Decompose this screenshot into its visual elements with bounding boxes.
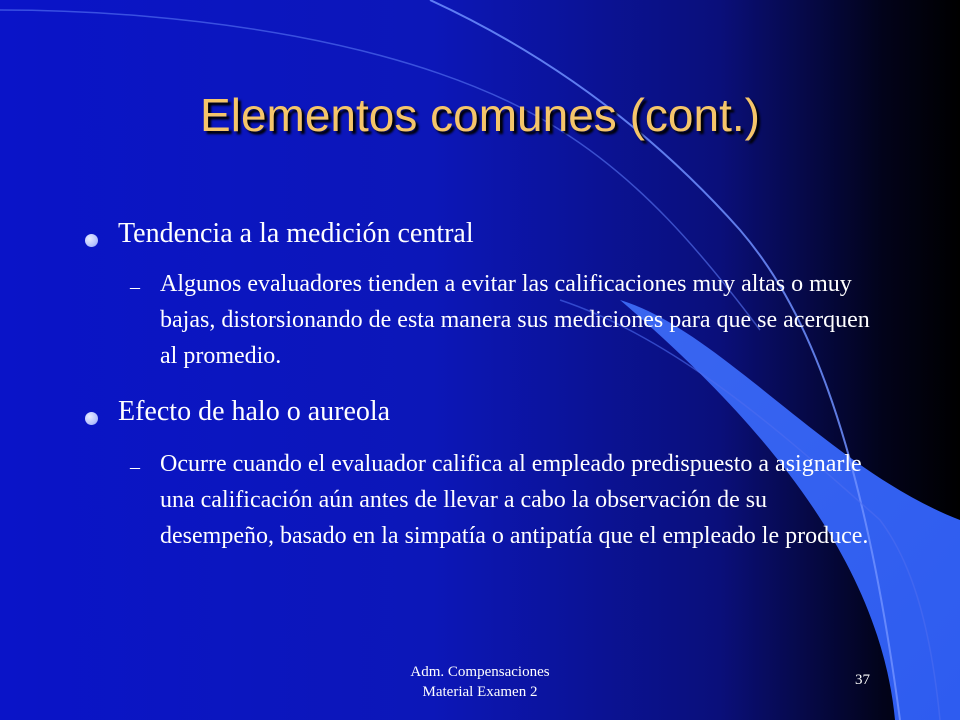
footer: [380, 662, 580, 702]
bullet-icon: [85, 234, 98, 247]
sub-bullet-text: Ocurre cuando el evaluador califica al empleado predispuesto a asignarle una calificación aún antes de llevar a cabo la observación de su desempeño, basado en la simpatía o antipatía que el empleado le produce.: [160, 451, 869, 549]
sub-bullet-text: Algunos evaluadores tienden a evitar las calificaciones muy altas o muy bajas, distorsionando de esta manera sus mediciones para que se acerquen al promedio.: [160, 271, 870, 369]
slide-title: Elementos comunes (cont.): [200, 89, 760, 141]
footer-line-1: Adm. Compensaciones: [410, 664, 550, 680]
dash-icon: –: [130, 276, 140, 298]
footer-line-2: Material Examen 2: [422, 684, 538, 700]
dash-icon: –: [130, 456, 140, 478]
bullet-icon: [85, 412, 98, 425]
bullet-text: Tendencia a la medición central: [118, 218, 474, 249]
bullet-text: Efecto de halo o aureola: [118, 396, 391, 427]
page-number: 37: [855, 672, 870, 688]
